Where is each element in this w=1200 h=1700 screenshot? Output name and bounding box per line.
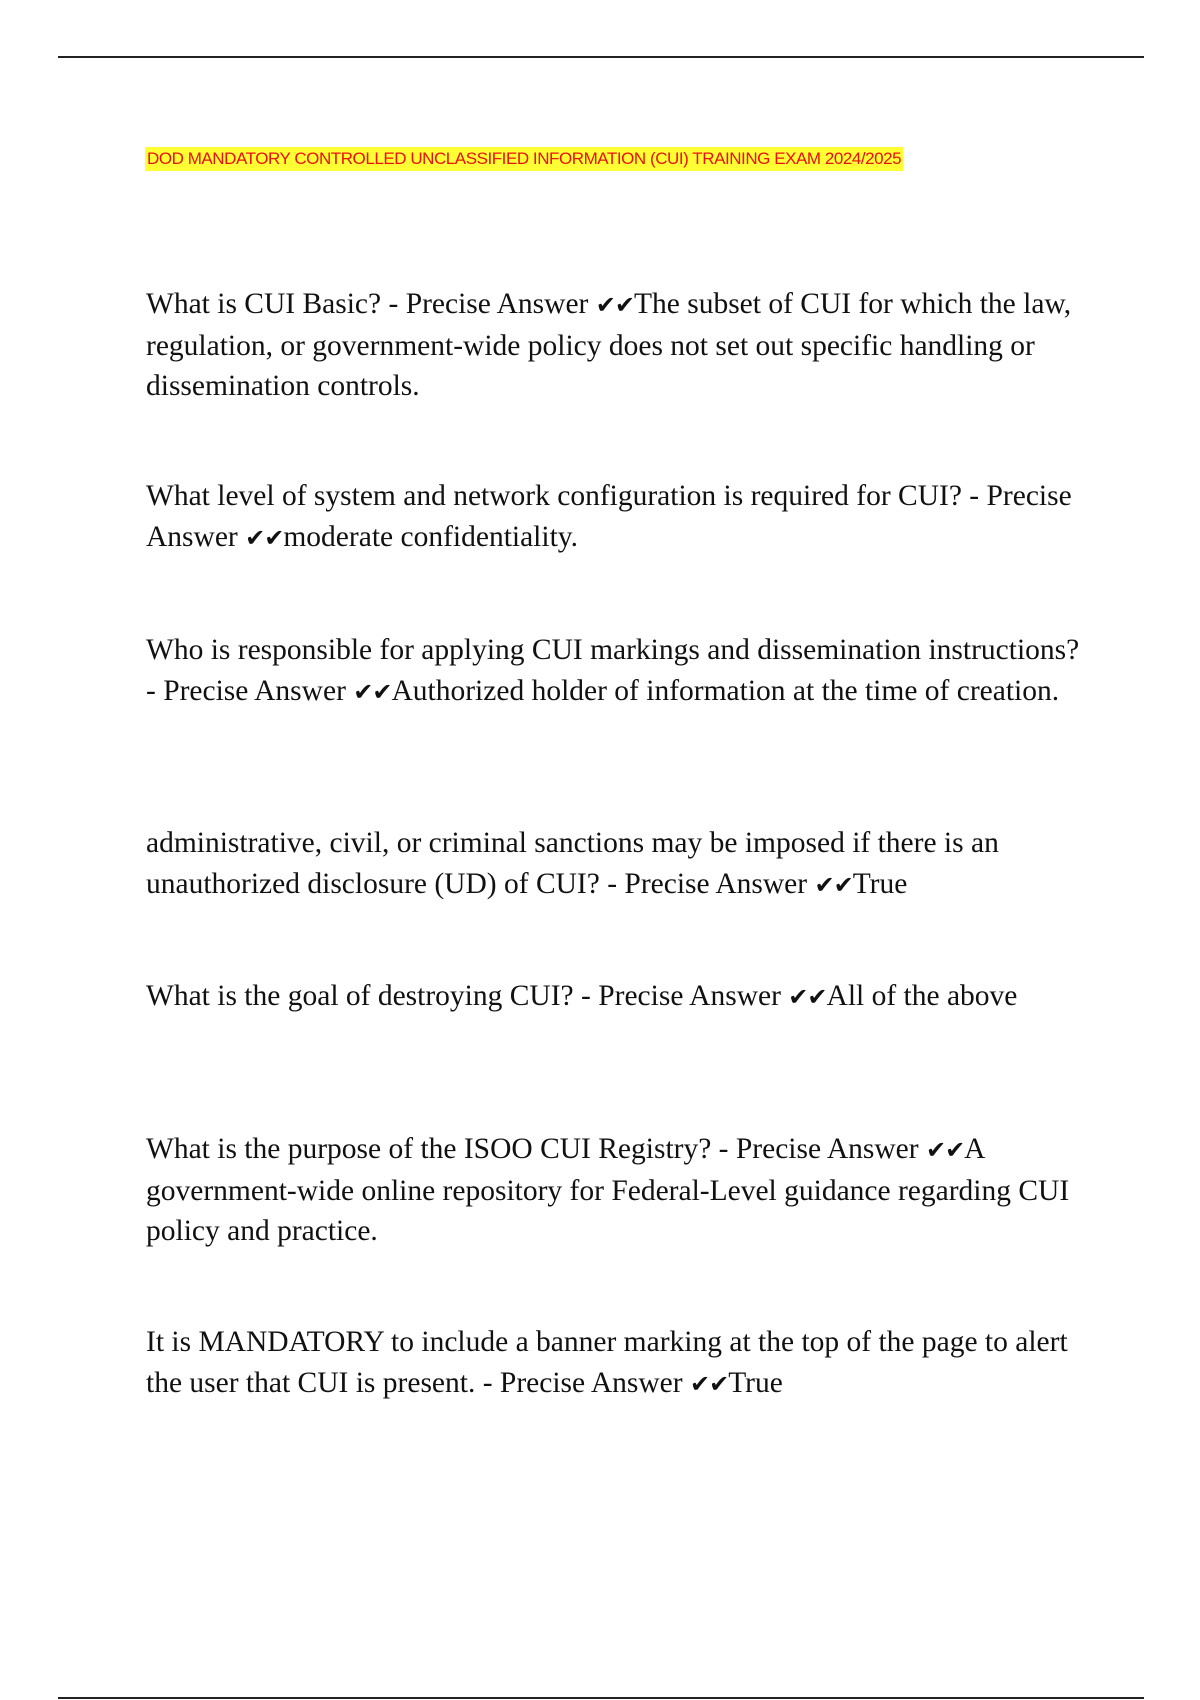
- double-check-icon: ✔✔: [788, 983, 827, 1011]
- qa-item: [146, 284, 1086, 407]
- double-check-icon: ✔✔: [925, 1136, 965, 1164]
- qa-item: [146, 1129, 1086, 1252]
- question-text: Who is responsible for applying CUI markings and dissemination instructions? - Precise Answer: [146, 634, 1080, 707]
- double-check-icon: ✔✔: [814, 870, 853, 899]
- answer-text: True: [728, 1366, 783, 1399]
- document-title: DOD MANDATORY CONTROLLED UNCLASSIFIED INFORMATION (CUI) TRAINING EXAM 2024/2025: [145, 147, 903, 171]
- question-text: What is the goal of destroying CUI? - Precise Answer: [146, 980, 789, 1012]
- qa-item: [146, 630, 1086, 712]
- question-text: What level of system and network configuration is required for CUI? - Precise Answer: [146, 480, 1072, 553]
- answer-text: True: [852, 867, 908, 900]
- double-check-icon: ✔✔: [245, 523, 284, 552]
- question-text: What is the purpose of the ISOO CUI Registry? - Precise Answer: [146, 1133, 926, 1165]
- answer-text: A government-wide online repository for Federal-Level guidance regarding CUI policy and practice.: [146, 1133, 1070, 1247]
- double-check-icon: ✔✔: [353, 677, 392, 706]
- double-check-icon: ✔✔: [689, 1369, 729, 1398]
- qa-item: [146, 823, 1086, 905]
- answer-text: All of the above: [826, 980, 1018, 1012]
- answer-text: The subset of CUI for which the law, regulation, or government-wide policy does not set out specific handling or dissemination controls.: [146, 288, 1072, 402]
- qa-item: [146, 476, 1086, 558]
- top-divider: [58, 56, 1144, 58]
- qa-item: [146, 1322, 1086, 1404]
- answer-text: moderate confidentiality.: [283, 520, 578, 553]
- double-check-icon: ✔✔: [595, 291, 634, 319]
- question-text: administrative, civil, or criminal sanctions may be imposed if there is an unauthorized disclosure (UD) of CUI? - Precise Answer: [146, 827, 999, 900]
- bottom-divider: [58, 1697, 1144, 1699]
- answer-text: Authorized holder of information at the time of creation.: [391, 674, 1060, 707]
- question-text: What is CUI Basic? - Precise Answer: [146, 288, 596, 320]
- qa-item: [146, 976, 1086, 1018]
- question-text: It is MANDATORY to include a banner marking at the top of the page to alert the user that CUI is present. - Precise Answer: [146, 1326, 1068, 1399]
